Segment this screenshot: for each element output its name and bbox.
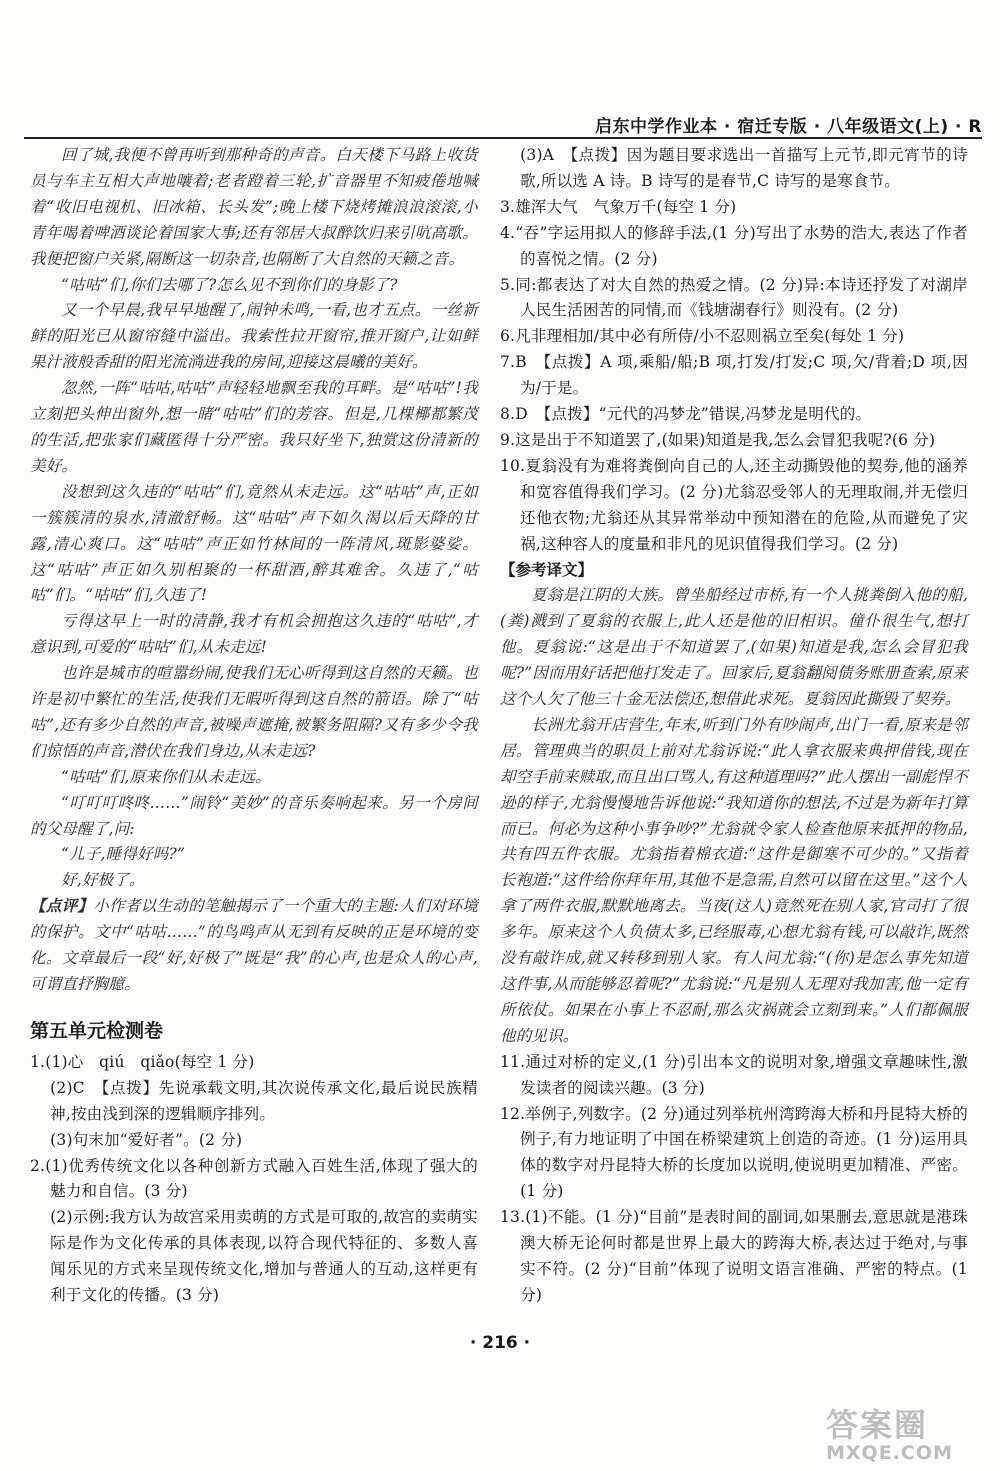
essay-paragraph: 没想到这久违的“咕咕”们,竟然从未走远。这“咕咕”声,正如一簇簇清的泉水,清澈舒畅。这“咕咕”声下如久渴以后天降的甘露,清心爽口。这“咕咕”声正如竹林间的一阵清风,斑影婆娑。这“咕咕”声正如久别相聚的一杯甜酒,醉其难舍。久违了,“咕咕”们。“咕咕”们,久违了! bbox=[30, 482, 478, 605]
answer-text: (1)心 qiú qiǎo(每空 1 分) bbox=[45, 1052, 255, 1071]
answer-text: (1)优秀传统文化以各种创新方式融入百姓生活,体现了强大的魅力和自信。(3 分) bbox=[45, 1156, 478, 1201]
translation-title: 【参考译文】 bbox=[500, 560, 594, 579]
answer-text: 通过对桥的定义,(1 分)引出本文的说明对象,增强文章趣味性,激发读者的阅读兴趣。(3 分) bbox=[520, 1052, 968, 1097]
section-title: 第五单元检测卷 bbox=[30, 1019, 164, 1042]
answer-item bbox=[500, 428, 968, 454]
answer-number: 5. bbox=[500, 275, 516, 294]
answer-number: 7. bbox=[500, 353, 516, 372]
answer-number: 3. bbox=[500, 197, 516, 216]
answer-item bbox=[500, 143, 968, 195]
answer-text: (3)A 【点拨】因为题目要求选出一首描写上元节,即元宵节的诗歌,所以选 A 诗。B 诗写的是春节,C 诗写的是寒食节。 bbox=[520, 146, 968, 190]
answer-number: 8. bbox=[500, 405, 516, 424]
essay-paragraph: 好,好极了。 bbox=[61, 871, 145, 890]
answer-item bbox=[30, 1128, 478, 1154]
answer-number: 11. bbox=[500, 1052, 526, 1071]
answer-number: 4. bbox=[500, 223, 516, 242]
right-column bbox=[500, 143, 968, 1309]
answer-text: (2)C 【点拨】先说承载文明,其次说传承文化,最后说民族精神,按由浅到深的逻辑顺序排列。 bbox=[50, 1078, 478, 1123]
answer-item bbox=[500, 221, 968, 273]
comment-text: 小作者以生动的笔触揭示了一个重大的主题:人们对环境的保护。文中“咕咕……”的鸟鸣声从无到有反映的正是环境的变化。文章最后一段“好,好极了”既是“我”的心声,也是众人的心声,可谓直抒胸臆。 bbox=[30, 897, 478, 993]
answer-text: 这是出于不知道罢了,(如果)知道是我,怎么会冒犯我呢?(6 分) bbox=[515, 430, 936, 449]
essay-paragraph: 亏得这早上一时的清静,我才有机会拥抱这久违的“咕咕”,才意识到,可爱的“咕咕”们,从未走远! bbox=[30, 612, 478, 657]
answer-item bbox=[500, 324, 968, 350]
answer-item bbox=[30, 1154, 478, 1206]
essay-paragraph: “咕咕”们,你们去哪了?怎么见不到你们的身影了? bbox=[61, 275, 398, 294]
answer-number: 13. bbox=[500, 1208, 526, 1227]
answer-item bbox=[500, 195, 968, 221]
answer-number: 2. bbox=[30, 1156, 46, 1175]
essay-paragraph: “咕咕”们,原来你们从未走远。 bbox=[61, 767, 271, 786]
header-rule bbox=[24, 137, 982, 139]
left-column bbox=[30, 143, 478, 1309]
answer-text: D 【点拨】“元代的冯梦龙”错误,冯梦龙是明代的。 bbox=[515, 405, 872, 424]
answer-text: (2)示例:我方认为故宫采用卖萌的方式是可取的,故宫的卖萌实际是作为文化传承的具体表现,以符合现代特征的、多数人喜闻乐见的方式来呈现传统文化,增加与普通人的互动,这样更有利于文化的传播。(3 分) bbox=[50, 1208, 478, 1305]
answer-text: 举例子,列数字。(2 分)通过列举杭州湾跨海大桥和丹昆特大桥的例子,有力地证明了中国在桥梁建筑上创造的奇迹。(1 分)运用具体的数字对丹昆特大桥的长度加以说明,使说明更加精准、严密。(1 分) bbox=[520, 1104, 968, 1201]
watermark-bottom: MXQE.COM bbox=[826, 1442, 953, 1464]
answer-text: “吞”字运用拟人的修辞手法,(1 分)写出了水势的浩大,表达了作者的喜悦之情。(2 分) bbox=[515, 223, 968, 268]
answer-number: 9. bbox=[500, 430, 516, 449]
comment-tag: 【点评】 bbox=[30, 897, 94, 916]
essay-paragraph: “儿子,睡得好吗?” bbox=[61, 845, 186, 864]
answer-number: 10. bbox=[500, 456, 526, 475]
essay-paragraph: “叮叮叮咚咚……”闹铃“美妙”的音乐奏响起来。另一个房间的父母醒了,问: bbox=[30, 793, 478, 838]
answer-text: 雄浑大气 气象万千(每空 1 分) bbox=[515, 197, 737, 216]
answer-text: (3)句末加“爱好者”。(2 分) bbox=[50, 1130, 243, 1149]
answer-item bbox=[500, 350, 968, 402]
answer-item bbox=[30, 1205, 478, 1309]
answer-item bbox=[500, 1205, 968, 1309]
answer-text: (1)不能。(1 分)“目前”是表时间的副词,如果删去,意思就是港珠澳大桥无论何时都是世界上最大的跨海大桥,表达过于绝对,与事实不符。(2 分)“目前”体现了说明文语言准确、严密的特点。(1 分) bbox=[520, 1208, 968, 1304]
watermark-logo bbox=[826, 1408, 986, 1464]
answer-number: 1. bbox=[30, 1052, 46, 1071]
essay-paragraph: 又一个早晨,我早早地醒了,闹钟未鸣,一看,也才五点。一丝新鲜的阳光已从窗帘缝中溢出。我索性拉开窗帘,推开窗户,让如鲜果汁液般香甜的阳光流淌进我的房间,迎接这晨曦的美好。 bbox=[30, 301, 478, 372]
answer-item bbox=[30, 1076, 478, 1128]
answer-text: 夏翁没有为难将粪倒向自己的人,还主动撕毁他的契券,他的涵养和宽容值得我们学习。(2 分)尤翁忍受邻人的无理取闹,并无偿归还他衣物;尤翁还从其异常举动中预知潜在的危险,从而避免了灾祸,这种容人的度量和非凡的见识值得我们学习。(2 分) bbox=[520, 456, 968, 553]
answer-item bbox=[500, 402, 968, 428]
answer-number: 12. bbox=[500, 1104, 526, 1123]
answer-item bbox=[500, 273, 968, 325]
answer-item bbox=[30, 1050, 478, 1076]
translation-paragraph: 夏翁是江阴的大族。曾坐船经过市桥,有一个人挑粪倒入他的船,(粪)溅到了夏翁的衣服上,此人还是他的旧相识。僮仆很生气,想打他。夏翁说:“这是出于不知道罢了,(如果)知道是我,怎么会冒犯我呢?”因而用好话把他打发走了。回家后,夏翁翻阅债务账册查索,原来这个人欠了他三十金无法偿还,想借此求死。夏翁因此撕毁了契券。 bbox=[500, 586, 968, 709]
answer-item bbox=[500, 1102, 968, 1206]
translation-paragraph: 长洲尤翁开店营生,年末,听到门外有吵闹声,出门一看,原来是邻居。管理典当的职员上前对尤翁诉说:“此人拿衣服来典押借钱,现在却空手前来赎取,而且出口骂人,有这种道理吗?”此人摆出一副彪悍不逊的样子,尤翁慢慢地告诉他说:“我知道你的想法,不过是为新年打算而已。何必为这种小事争吵?”尤翁就令家人检查他原来抵押的物品,共有四五件衣服。尤翁指着棉衣道:“这件是御寒不可少的。”又指着长袍道:“这件给你拜年用,其他不是急需,自然可以留在这里。”这个人拿了两件衣服,默默地离去。当夜(这人)竟然死在别人家,官司打了很多年。原来这个人负债太多,已经服毒,心想尤翁有钱,可以敲诈,既然没有敲诈成,就又转移到别人家。有人问尤翁:“(你)是怎么事先知道这件事,从而能够忍着呢?”尤翁说:“凡是别人无理对我加害,他一定有所依仗。如果在小事上不忍耐,那么灾祸就会立刻到来。”人们都佩服他的见识。 bbox=[500, 715, 968, 1045]
answer-item bbox=[500, 454, 968, 558]
answer-text: B 【点拨】A 项,乘船/船;B 项,打发/打发;C 项,欠/背着;D 项,因为/于是。 bbox=[515, 353, 968, 398]
page-header: 启东中学作业本 · 宿迁专版 · 八年级语文(上) · R bbox=[594, 117, 982, 137]
comment-block bbox=[30, 894, 478, 998]
answer-text: 凡非理相加/其中必有所侍/小不忍则祸立至矣(每处 1 分) bbox=[515, 327, 905, 346]
essay-paragraph: 也许是城市的喧嚣纷闹,使我们无心听得到这自然的天籁。也许是初中繁忙的生活,使我们无暇听得到这自然的箭语。除了“咕咕”,还有多少自然的声音,被噪声遮掩,被繁务阻隔?又有多少令我们惊悟的声音,潜伏在我们身边,从未走远? bbox=[30, 664, 478, 760]
essay-paragraph: 回了城,我便不曾再听到那种奇的声音。白天楼下马路上收货员与车主互相大声地嚷着;老者蹬着三轮,扩音器里不知疲倦地喊着“收旧电视机、旧冰箱、长头发”;晚上楼下烧烤摊浪浪滚滚,小青年喝着啤酒谈论着国家大事;还有邻居大叔醉饮归来引吭高歌。我便把窗户关紧,隔断这一切杂音,也隔断了大自然的天籁之音。 bbox=[30, 146, 478, 268]
answer-number: 6. bbox=[500, 327, 516, 346]
essay-paragraph: 忽然,一阵“咕咕,咕咕”声轻轻地飘至我的耳畔。是“咕咕”!我立刻把头伸出窗外,想一睹“咕咕”们的芳容。但是,几棵椰都繁茂的生活,把张家们藏匿得十分严密。我只好坐下,独赏这份清新的美好。 bbox=[30, 379, 478, 475]
answer-text: 同:都表达了对大自然的热爱之情。(2 分)异:本诗还抒发了对湖岸人民生活困苦的同情,而《钱塘湖春行》则没有。(2 分) bbox=[515, 275, 968, 320]
answer-item bbox=[500, 1050, 968, 1102]
page-number: · 216 · bbox=[469, 1333, 531, 1353]
watermark-top: 答案圈 bbox=[826, 1406, 929, 1444]
